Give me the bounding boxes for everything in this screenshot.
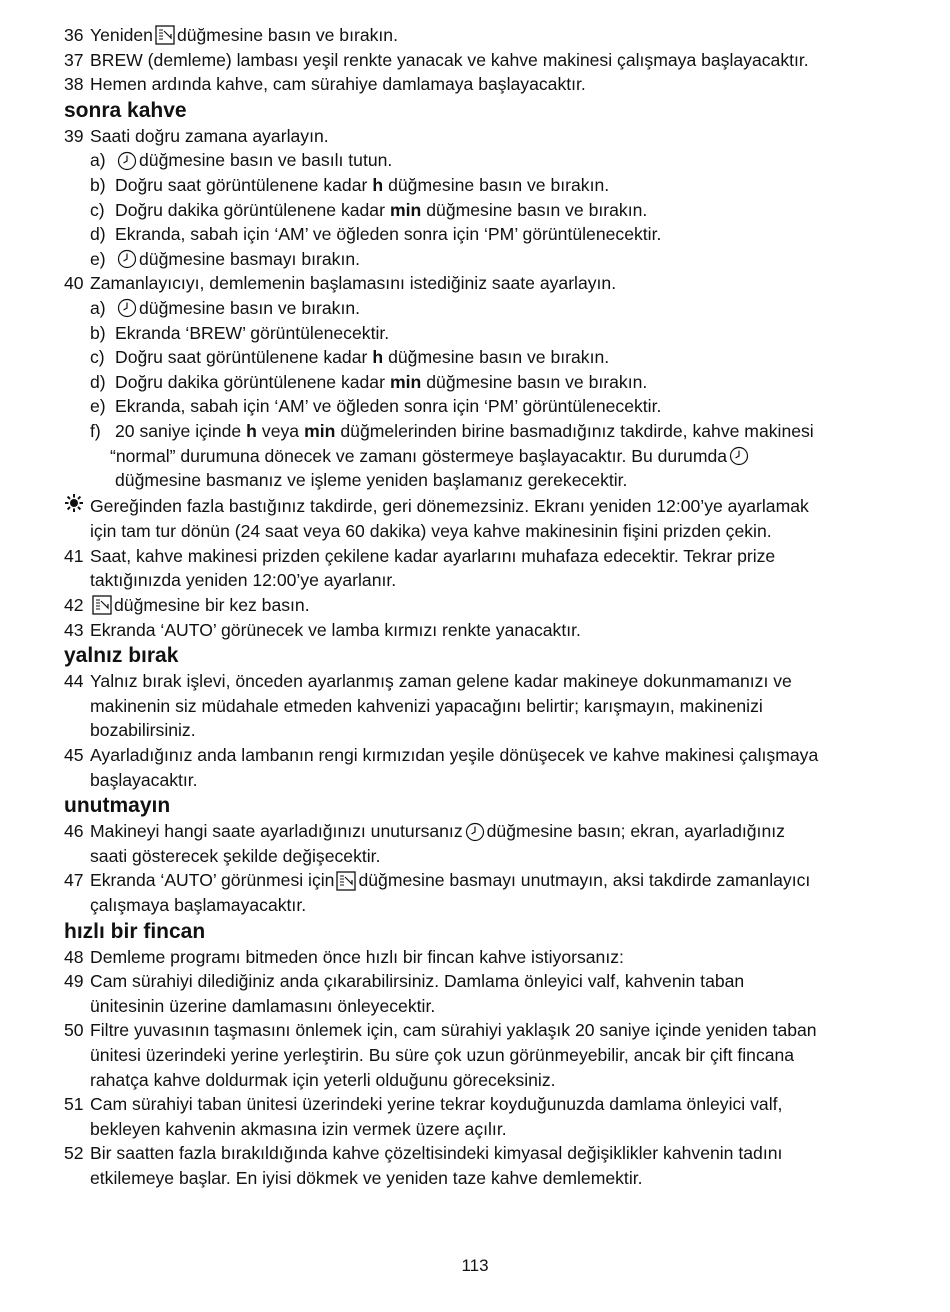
step-text: Saat, kahve makinesi prizden çekilene kadar ayarlarını muhafaza edecektir. Tekrar prize [90, 545, 776, 566]
key-label: min [389, 199, 422, 220]
key-label: h [246, 420, 257, 441]
step-text: Ekranda ‘AUTO’ görünecek ve lamba kırmızı renkte yanacaktır. [90, 619, 581, 640]
step-43 [64, 618, 904, 643]
substep-39c [64, 198, 904, 223]
step-39 [64, 124, 904, 149]
step-number: 36 [64, 25, 84, 45]
step-text: Ayarladığınız anda lambanın rengi kırmızıdan yeşile dönüşecek ve kahve makinesi çalışmaya [90, 745, 819, 766]
substep-text: Doğru saat görüntülenene kadar [115, 347, 368, 368]
substep-text: düğmesine basın ve bırakın. [426, 199, 648, 220]
tip-note-line2 [64, 519, 904, 544]
substep-text: düğmesine basın ve bırakın. [388, 347, 610, 368]
instruction-page [64, 23, 904, 1191]
substep-letter: a) [90, 150, 106, 171]
step-text: taktığınızda yeniden 12:00’ye ayarlanır. [90, 570, 397, 591]
step-text: Ekranda ‘AUTO’ görünmesi için [90, 870, 335, 891]
key-label: min [389, 371, 422, 392]
step-44-line2 [64, 694, 904, 719]
step-text: Makineyi hangi saate ayarladığınızı unutursanız [90, 821, 463, 842]
step-text: bekleyen kahvenin akmasına izin vermek üzere açılır. [90, 1118, 507, 1139]
substep-text: Ekranda, sabah için ‘AM’ ve öğleden sonra için ‘PM’ görüntülenecektir. [115, 396, 662, 417]
substep-40a [64, 296, 904, 321]
substep-40f-line2 [64, 444, 904, 469]
substep-text: Doğru saat görüntülenene kadar [115, 174, 368, 195]
substep-letter: d) [90, 224, 106, 245]
clock-button-icon [117, 298, 137, 318]
step-number: 52 [64, 1143, 84, 1164]
substep-letter: d) [90, 371, 106, 392]
substep-text: düğmesine basın ve bırakın. [426, 371, 648, 392]
step-number: 39 [64, 125, 84, 146]
substep-40d [64, 370, 904, 395]
substep-text: veya [261, 420, 300, 441]
step-40 [64, 271, 904, 296]
tip-text: Gereğinden fazla bastığınız takdirde, geri dönemezsiniz. Ekranı yeniden 12:00’ye ayarlamak [90, 495, 809, 516]
step-text: Demleme programı bitmeden önce hızlı bir fincan kahve istiyorsanız: [90, 946, 624, 967]
substep-39e [64, 247, 904, 272]
step-text: düğmesine basın; ekran, ayarladığınız [486, 821, 785, 842]
substep-letter: c) [90, 347, 105, 368]
step-number: 43 [64, 619, 84, 640]
step-50 [64, 1018, 904, 1043]
step-47-line2 [64, 893, 904, 918]
substep-39a [64, 148, 904, 173]
substep-40b [64, 321, 904, 346]
clock-button-icon [729, 446, 749, 466]
substep-letter: e) [90, 248, 106, 269]
step-number: 46 [64, 821, 84, 842]
substep-40f [64, 419, 904, 444]
step-number: 50 [64, 1020, 84, 1041]
step-text: düğmesine bir kez basın. [114, 595, 310, 616]
step-50-line3 [64, 1068, 904, 1093]
step-45-line2 [64, 768, 904, 793]
substep-letter: c) [90, 199, 105, 220]
step-text: düğmesine basmayı unutmayın, aksi takdirde zamanlayıcı [358, 870, 811, 891]
step-51-line2 [64, 1117, 904, 1142]
substep-text: düğmesine basın ve basılı tutun. [139, 150, 393, 171]
clock-button-icon [117, 151, 137, 171]
clock-button-icon [117, 249, 137, 269]
step-52 [64, 1141, 904, 1166]
key-label: h [372, 347, 384, 368]
step-number: 38 [64, 74, 84, 95]
step-text: bozabilirsiniz. [90, 720, 196, 741]
key-label: h [372, 174, 384, 195]
step-41-line2 [64, 568, 904, 593]
step-44-line3 [64, 718, 904, 743]
section-heading-yalniz-birak: yalnız bırak [64, 644, 179, 668]
step-text: Filtre yuvasının taşmasını önlemek için, cam sürahiyi yaklaşık 20 saniye içinde yeniden taban [90, 1020, 817, 1041]
step-49-line2 [64, 994, 904, 1019]
substep-40e [64, 394, 904, 419]
step-51 [64, 1092, 904, 1117]
step-41 [64, 544, 904, 569]
step-50-line2 [64, 1043, 904, 1068]
step-text: başlayacaktır. [90, 769, 198, 790]
substep-text: 20 saniye içinde [115, 420, 242, 441]
step-text: Yalnız bırak işlevi, önceden ayarlanmış zaman gelene kadar makineye dokunmamanızı ve [90, 671, 792, 692]
step-text: Cam sürahiyi dilediğiniz anda çıkarabilirsiniz. Damlama önleyici valf, kahvenin taban [90, 971, 745, 992]
step-text: Zamanlayıcıyı, demlemenin başlamasını istediğiniz saate ayarlayın. [90, 273, 617, 294]
step-text: Saati doğru zamana ayarlayın. [90, 125, 329, 146]
substep-text: “normal” durumuna dönecek ve zamanı göstermeye başlayacaktır. Bu durumda [110, 445, 728, 466]
step-37 [64, 48, 904, 73]
step-text: BREW (demleme) lambası yeşil renkte yanacak ve kahve makinesi çalışmaya başlayacaktır. [90, 49, 809, 70]
substep-text: Doğru dakika görüntülenene kadar [115, 199, 385, 220]
step-number: 49 [64, 971, 84, 992]
substep-40f-line3 [64, 468, 904, 493]
step-number: 41 [64, 545, 84, 566]
program-button-icon [336, 871, 356, 891]
substep-letter: f) [90, 420, 101, 441]
step-36 [64, 23, 904, 48]
tip-note [64, 493, 904, 520]
substep-text: Ekranda ‘BREW’ görüntülenecektir. [115, 322, 390, 343]
step-44 [64, 669, 904, 694]
substep-text: Ekranda, sabah için ‘AM’ ve öğleden sonra için ‘PM’ görüntülenecektir. [115, 224, 662, 245]
step-text: Bir saatten fazla bırakıldığında kahve çözeltisindeki kimyasal değişiklikler kahvenin tadını [90, 1143, 783, 1164]
section-heading-sonra-kahve: sonra kahve [64, 98, 187, 122]
step-46-line2 [64, 844, 904, 869]
step-45 [64, 743, 904, 768]
step-number: 48 [64, 946, 84, 967]
step-text: rahatça kahve doldurmak için yeterli olduğunu göreceksiniz. [90, 1069, 556, 1090]
substep-text: düğmesine basmanız ve işleme yeniden başlamanız gerekecektir. [115, 470, 628, 491]
key-label: min [304, 420, 336, 441]
step-text: Cam sürahiyi taban ünitesi üzerindeki yerine tekrar koyduğunuzda damlama önleyici valf, [90, 1094, 783, 1115]
substep-letter: a) [90, 297, 106, 318]
substep-text: düğmelerinden birine basmadığınız takdirde, kahve makinesi [340, 420, 814, 441]
substep-39b [64, 173, 904, 198]
step-text: Yeniden [90, 25, 153, 45]
step-text: makinenin siz müdahale etmeden kahvenizi yapacağını belirtir; karışmayın, makinenizi [90, 695, 763, 716]
substep-letter: b) [90, 174, 106, 195]
substep-40c [64, 345, 904, 370]
substep-text: düğmesine basın ve bırakın. [139, 297, 361, 318]
step-number: 40 [64, 273, 84, 294]
clock-button-icon [465, 822, 485, 842]
step-number: 47 [64, 870, 84, 891]
step-number: 51 [64, 1094, 84, 1115]
program-button-icon [92, 595, 112, 615]
step-number: 44 [64, 671, 84, 692]
substep-text: düğmesine basmayı bırakın. [139, 248, 361, 269]
tip-text: için tam tur dönün (24 saat veya 60 dakika) veya kahve makinesinin fişini prizden çekin. [90, 521, 772, 542]
step-number: 37 [64, 49, 84, 70]
page-number: 113 [461, 1256, 489, 1275]
step-49 [64, 969, 904, 994]
step-42 [64, 593, 904, 618]
step-47 [64, 868, 904, 893]
step-number: 42 [64, 595, 84, 616]
step-52-line2 [64, 1166, 904, 1191]
step-48 [64, 945, 904, 970]
substep-text: Doğru dakika görüntülenene kadar [115, 371, 385, 392]
substep-letter: e) [90, 396, 106, 417]
step-text: saati gösterecek şekilde değişecektir. [90, 845, 381, 866]
substep-39d [64, 222, 904, 247]
substep-letter: b) [90, 322, 106, 343]
step-text: etkilemeye başlar. En iyisi dökmek ve yeniden taze kahve demlemektir. [90, 1167, 643, 1188]
step-number: 45 [64, 745, 84, 766]
step-text: Hemen ardında kahve, cam sürahiye damlamaya başlayacaktır. [90, 74, 586, 95]
sun-tip-icon [64, 493, 90, 520]
step-text: ünitesi üzerindeki yerine yerleştirin. Bu süre çok uzun görünmeyebilir, ancak bir çift fincana [90, 1044, 795, 1065]
substep-text: düğmesine basın ve bırakın. [388, 174, 610, 195]
program-button-icon [155, 25, 175, 45]
section-heading-hizli-bir-fincan: hızlı bir fincan [64, 919, 206, 943]
step-38 [64, 72, 904, 97]
step-text: düğmesine basın ve bırakın. [176, 25, 398, 45]
step-46 [64, 819, 904, 844]
step-text: çalışmaya başlamayacaktır. [90, 895, 307, 915]
section-heading-unutmayin: unutmayın [64, 794, 171, 818]
step-text: ünitesinin üzerine damlamasını önleyecektir. [90, 995, 436, 1016]
